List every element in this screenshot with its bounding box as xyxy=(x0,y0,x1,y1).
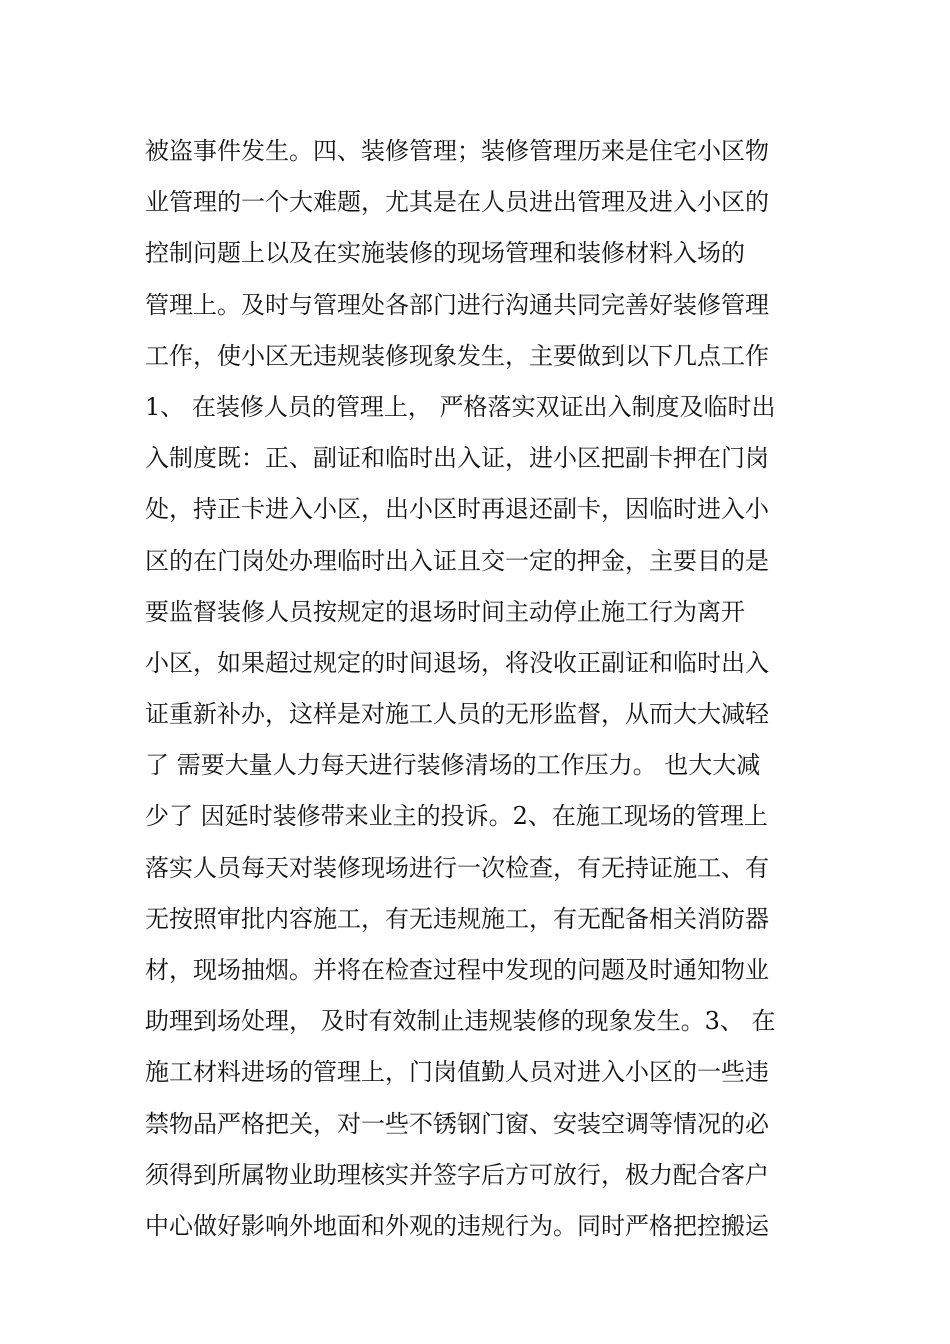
text-line-5: 工作，使小区无违规装修现象发生，主要做到以下几点工作 xyxy=(145,341,769,370)
text-line-17: 材，现场抽烟。并将在检查过程中发现的问题及时通知物业 xyxy=(145,956,769,984)
text-line-13: 了 需要大量人力每天进行装修清场的工作压力。 也大大减 xyxy=(145,751,761,780)
body-text xyxy=(145,126,815,1252)
text-line-7: 入制度既：正、副证和临时出入证，进小区把副卡押在门岗 xyxy=(145,444,769,473)
text-line-20: 禁物品严格把关，对一些不锈钢门窗、安装空调等情况的必 xyxy=(145,1109,769,1138)
text-line-10: 要监督装修人员按规定的退场时间主动停止施工行为离开 xyxy=(145,597,745,626)
text-line-2: 业管理的一个大难题，尤其是在人员进出管理及进入小区的 xyxy=(145,188,769,217)
text-line-4: 管理上。及时与管理处各部门进行沟通共同完善好装修管理 xyxy=(145,290,769,319)
text-line-19: 施工材料进场的管理上，门岗值勤人员对进入小区的一些违 xyxy=(145,1058,769,1087)
text-line-22: 中心做好影响外地面和外观的违规行为。同时严格把控搬运 xyxy=(145,1211,769,1240)
text-line-8: 处，持正卡进入小区，出小区时再退还副卡，因临时进入小 xyxy=(145,495,769,524)
text-line-21: 须得到所属物业助理核实并签字后方可放行，极力配合客户 xyxy=(145,1160,769,1189)
text-line-11: 小区，如果超过规定的时间退场，将没收正副证和临时出入 xyxy=(145,648,769,677)
text-line-14: 少了 因延时装修带来业主的投诉。2、在施工现场的管理上 xyxy=(145,802,768,831)
text-line-16: 无按照审批内容施工，有无违规施工，有无配备相关消防器 xyxy=(145,904,769,933)
text-line-6: 1、 在装修人员的管理上， 严格落实双证出入制度及临时出 xyxy=(145,392,776,421)
text-line-3: 控制问题上以及在实施装修的现场管理和装修材料入场的 xyxy=(145,239,745,268)
text-line-18: 助理到场处理， 及时有效制止违规装修的现象发生。3、 在 xyxy=(145,1007,776,1036)
text-line-15: 落实人员每天对装修现场进行一次检查，有无持证施工、有 xyxy=(145,853,769,882)
text-line-12: 证重新补办，这样是对施工人员的无形监督，从而大大减轻 xyxy=(145,700,769,729)
text-line-1: 被盗事件发生。四、装修管理；装修管理历来是住宅小区物 xyxy=(145,137,769,165)
text-line-9: 区的在门岗处办理临时出入证且交一定的押金，主要目的是 xyxy=(145,546,769,575)
